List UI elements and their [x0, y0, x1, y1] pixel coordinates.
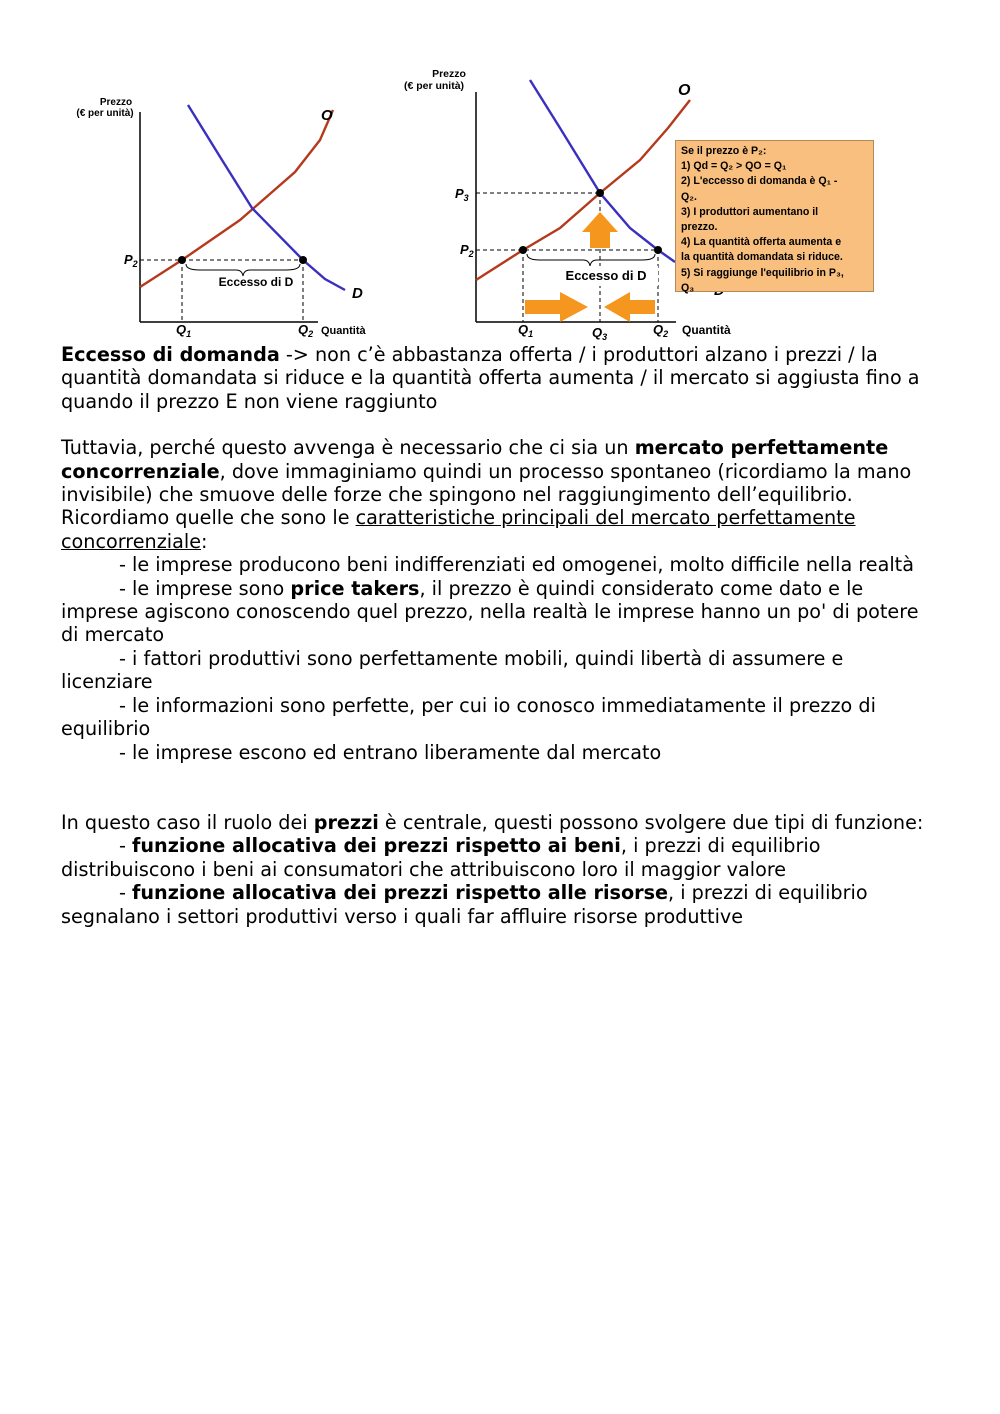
list-item — [61, 881, 941, 928]
box-line: prezzo. — [681, 221, 718, 234]
left-point-q2 — [299, 256, 307, 264]
left-x-label: Quantità — [321, 325, 366, 337]
right-y-label-1: Prezzo — [432, 68, 466, 80]
figures-area — [0, 0, 1000, 345]
right-point-q1 — [519, 246, 527, 254]
list-item: - le imprese producono beni indifferenziati ed omogenei, molto difficile nella realtà — [119, 553, 914, 577]
term-eccesso-domanda: Eccesso di domanda — [61, 343, 280, 366]
document-body — [61, 343, 941, 928]
term-price-takers: price takers — [290, 576, 420, 600]
right-point-q2 — [654, 246, 662, 254]
box-line: Q₂. — [681, 190, 697, 203]
box-line: Se il prezzo è P₂: — [681, 145, 767, 157]
left-brace-label: Eccesso di D — [218, 275, 294, 289]
list-text: , il prezzo è quindi considerato come dato e le imprese agiscono conoscendo quel prezzo, nella realtà le imprese hanno un po' di potere di mercato — [61, 576, 919, 647]
list-item: - le informazioni sono perfette, per cui io conosco immediatamente il prezzo di equilibrio — [61, 693, 876, 741]
box-line: 2) L'eccesso di domanda è Q₁ - — [681, 175, 838, 188]
term-funzione-risorse: funzione allocativa dei prezzi rispetto alle risorse — [132, 881, 669, 905]
paragraph-text: In questo caso il ruolo dei — [61, 810, 314, 834]
left-supply-label: O — [321, 107, 333, 124]
right-brace — [527, 254, 655, 266]
underlined-caratteristiche: caratteristiche principali del mercato perfettamente concorrenziale — [61, 506, 856, 553]
list-item — [61, 577, 941, 647]
list-item: - i fattori produttivi sono perfettamente mobili, quindi libertà di assumere e licenziare — [61, 646, 844, 694]
right-x-label: Quantità — [682, 323, 731, 337]
box-line: 5) Si raggiunge l'equilibrio in P₃, — [681, 266, 844, 279]
paragraph-text: , dove immaginiamo quindi un processo spontaneo (ricordiamo la mano invisibile) che smuove delle forze che spingono nel raggiungimento dell’equilibrio. Ricordiamo quelle che sono le — [61, 459, 912, 530]
left-y-label-1: Prezzo — [99, 97, 133, 108]
paragraph-prezzi — [61, 811, 941, 834]
term-mercato-concorrenziale: mercato perfettamente concorrenziale — [61, 436, 889, 483]
paragraph-mercato — [61, 436, 941, 553]
list-text: - le imprese sono — [119, 576, 291, 600]
right-point-equilibrium — [596, 189, 604, 197]
box-line: 3) I produttori aumentano il — [681, 205, 819, 218]
right-arrow-right — [525, 292, 588, 322]
list-text: - — [119, 881, 133, 905]
left-p2-label: $P_2$ — [124, 252, 138, 269]
list-item: - le imprese escono ed entrano liberamente dal mercato — [119, 740, 662, 764]
right-p3-label: $P_3$ — [455, 186, 469, 203]
paragraph-text: è centrale, questi possono svolgere due tipi di funzione: — [378, 810, 924, 834]
paragraph-eccesso-domanda — [61, 343, 941, 413]
list-text: , i prezzi di equilibrio distribuiscono i beni ai consumatori che attribuiscono loro il maggior valore — [61, 834, 821, 881]
right-y-label-2: (€ per unità) — [403, 80, 465, 92]
left-figure — [76, 97, 366, 339]
paragraph-text: : — [201, 529, 208, 553]
left-y-label-2: (€ per unità) — [76, 108, 134, 119]
left-point-q1 — [178, 256, 186, 264]
paragraph-text: -> non c’è abbastanza offerta / i produttori alzano i prezzi / la quantità domandata si riduce e la quantità offerta aumenta / il mercato si aggiusta fino a quando il prezzo E non viene raggiunto — [61, 343, 920, 413]
left-demand-label: D — [352, 285, 363, 302]
right-supply-label: O — [678, 82, 691, 99]
right-up-arrow — [582, 212, 618, 248]
right-p2-label: $P_2$ — [460, 242, 474, 259]
right-q2-label: $Q_2$ — [653, 322, 669, 339]
right-q3-label: $Q_3$ — [592, 325, 608, 342]
right-arrow-left — [604, 292, 655, 322]
term-prezzi: prezzi — [313, 810, 379, 834]
box-line: 4) La quantità offerta aumenta e — [681, 236, 842, 249]
list-text: , i prezzi di equilibrio segnalano i settori produttivi verso i quali far affluire risorse produttive — [61, 881, 868, 928]
left-q1-label: $Q_1$ — [176, 322, 192, 339]
right-q1-label: $Q_1$ — [518, 322, 534, 339]
box-line: Q₃ — [681, 281, 695, 294]
paragraph-text: Tuttavia, perché questo avvenga è necessario che ci sia un — [61, 436, 635, 460]
list-text: - — [119, 834, 133, 858]
left-q2-label: $Q_2$ — [298, 322, 314, 339]
term-funzione-beni: funzione allocativa dei prezzi rispetto ai beni — [132, 834, 621, 858]
right-brace-label: Eccesso di D — [565, 268, 647, 283]
box-line: 1) Qd = Q₂ > QO = Q₁ — [681, 160, 787, 173]
list-item — [61, 834, 941, 881]
explanation-box — [675, 140, 874, 292]
box-line: la quantità domandata si riduce. — [681, 251, 843, 264]
